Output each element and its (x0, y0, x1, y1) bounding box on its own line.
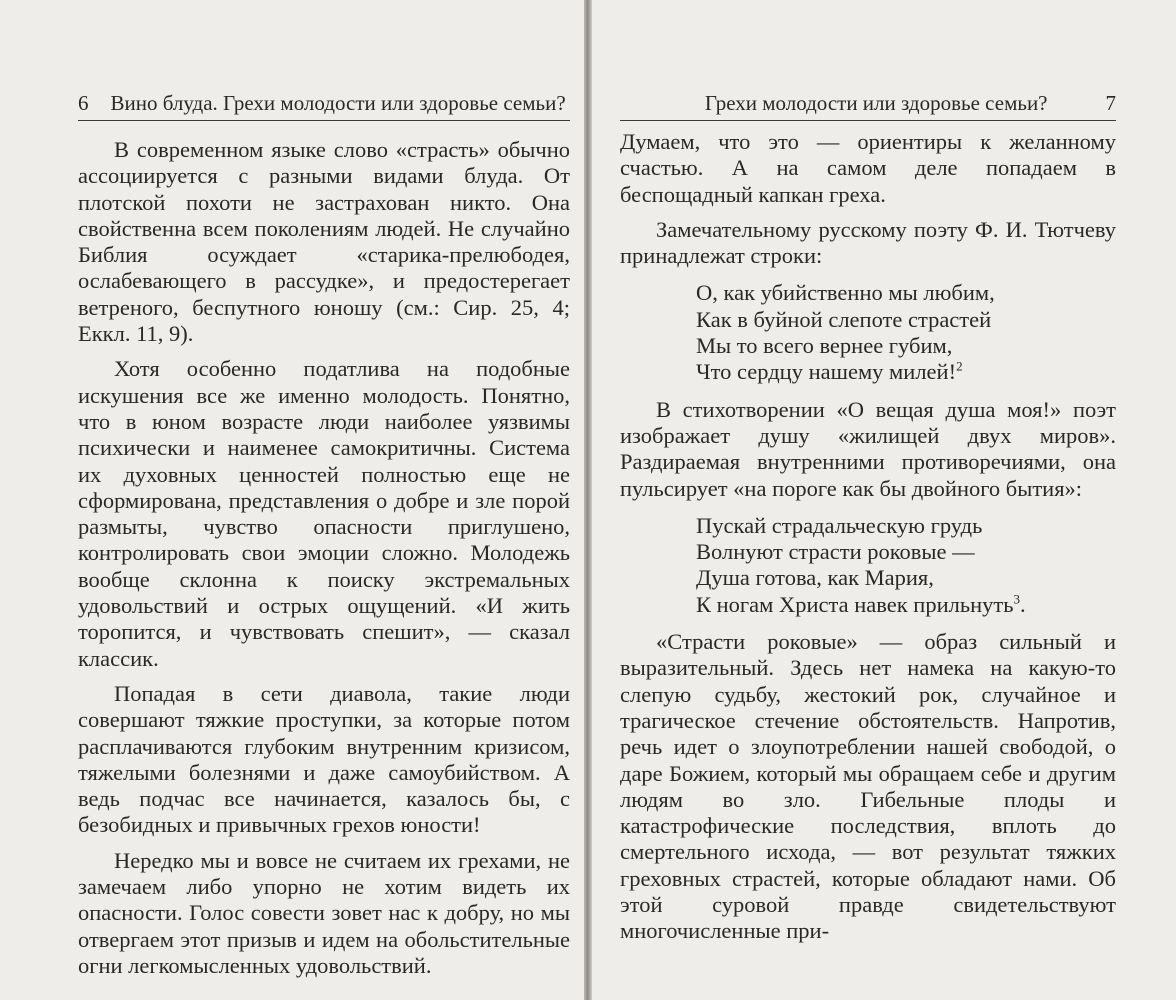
poem-line (696, 359, 1116, 385)
page-number: 6 (78, 91, 89, 115)
book-gutter (584, 0, 592, 1000)
poem-line-text: К ногам Христа навек прильнуть (696, 591, 1014, 617)
paragraph: «Страсти роковые» — образ сильный и выразительный. Здесь нет намека на какую-то слепую судьбу, жестокий рок, случайное и трагическое стечение обстоятельств. Напротив, речь идет о злоупотреблении нашей свободой, о даре Божием, который мы обращаем себе и другим людям во зло. Гибельные плоды и катастрофические последствия, вплоть до смертельного исхода, — вот результат тяжких греховных страстей, которые обладают нами. Об этой суровой правде свидетельствуют многочисленные при- (620, 629, 1116, 944)
left-page (0, 0, 584, 1000)
right-page (592, 0, 1176, 1000)
running-title: Грехи молодости или здоровье семьи? (704, 91, 1048, 115)
paragraph: Попадая в сети диавола, такие люди совершают тяжкие проступки, за которые потом расплачиваются глубоким внутренним кризисом, тяжелыми болезнями и даже самоубийством. А ведь подчас все начинается, казалось бы, с безобидных и привычных грехов юности! (78, 680, 570, 838)
paragraph: Хотя особенно податлива на подобные искушения все же именно молодость. Понятно, что в юном возрасте люди наиболее уязвимы психически и наименее самокритичны. Система их духовных ценностей полностью еще не сформирована, представления о добре и зле порой размыты, чувство опасности приглушено, контролировать свои эмоции сложно. Молодежь вообще склонна к поиску экстремальных удовольствий и острых ощущений. «И жить торопится, и чувствовать спешит», — сказал классик. (78, 356, 570, 671)
poem-line: Мы то всего вернее губим, (696, 333, 953, 359)
page-number: 7 (1105, 91, 1116, 115)
paragraph-continuation: Думаем, что это — ориентиры к желанному счастью. А на самом деле попадаем в беспощадный капкан греха. (620, 129, 1116, 207)
footnote-mark: 2 (956, 358, 963, 374)
poem-line (696, 592, 1116, 618)
page-body (620, 129, 1116, 945)
paragraph: В современном языке слово «страсть» обычно ассоциируется с разными видами блуда. От плотской похоти не застрахован никто. Она свойственна всем поколениям людей. Не случайно Библия осуждает «старика-прелюбодея, ослабевающего в рассудке», и предостерегает ветреного, беспутного юношу (см.: Сир. 25, 4; Еккл. 11, 9). (78, 137, 570, 347)
poem-line: Волнуют страсти роковые — (696, 539, 975, 565)
paragraph: Нередко мы и вовсе не считаем их грехами, не замечаем либо упорно не хотим видеть их опасности. Голос совести зовет нас к добру, но мы отвергаем этот призыв и идем на обольстительные огни легкомысленных удовольствий. (78, 847, 570, 978)
poem-line: Душа готова, как Мария, (696, 565, 934, 591)
poem-line-text: Что сердцу нашему милей! (696, 359, 957, 385)
footnote-mark: 3 (1013, 591, 1021, 607)
running-title: Вино блуда. Грехи молодости или здоровье семьи? (110, 91, 566, 115)
page-body (78, 137, 570, 979)
poem-line: Как в буйной слепоте страстей (696, 306, 992, 332)
paragraph: Замечательному русскому поэту Ф. И. Тютчеву принадлежат строки: (620, 216, 1116, 269)
running-header (78, 90, 570, 121)
running-header (620, 90, 1116, 121)
poem-line: Пускай страдальческую грудь (696, 512, 983, 538)
poem-end-punct: . (1020, 591, 1026, 617)
poem-line: О, как убийственно мы любим, (696, 280, 995, 306)
poem-stanza (696, 280, 1116, 385)
poem-stanza (696, 513, 1116, 618)
paragraph: В стихотворении «О вещая душа моя!» поэт изображает душу «жилищей двух миров». Раздираемая внутренними противоречиями, она пульсирует «на пороге как бы двойного бытия»: (620, 396, 1116, 501)
